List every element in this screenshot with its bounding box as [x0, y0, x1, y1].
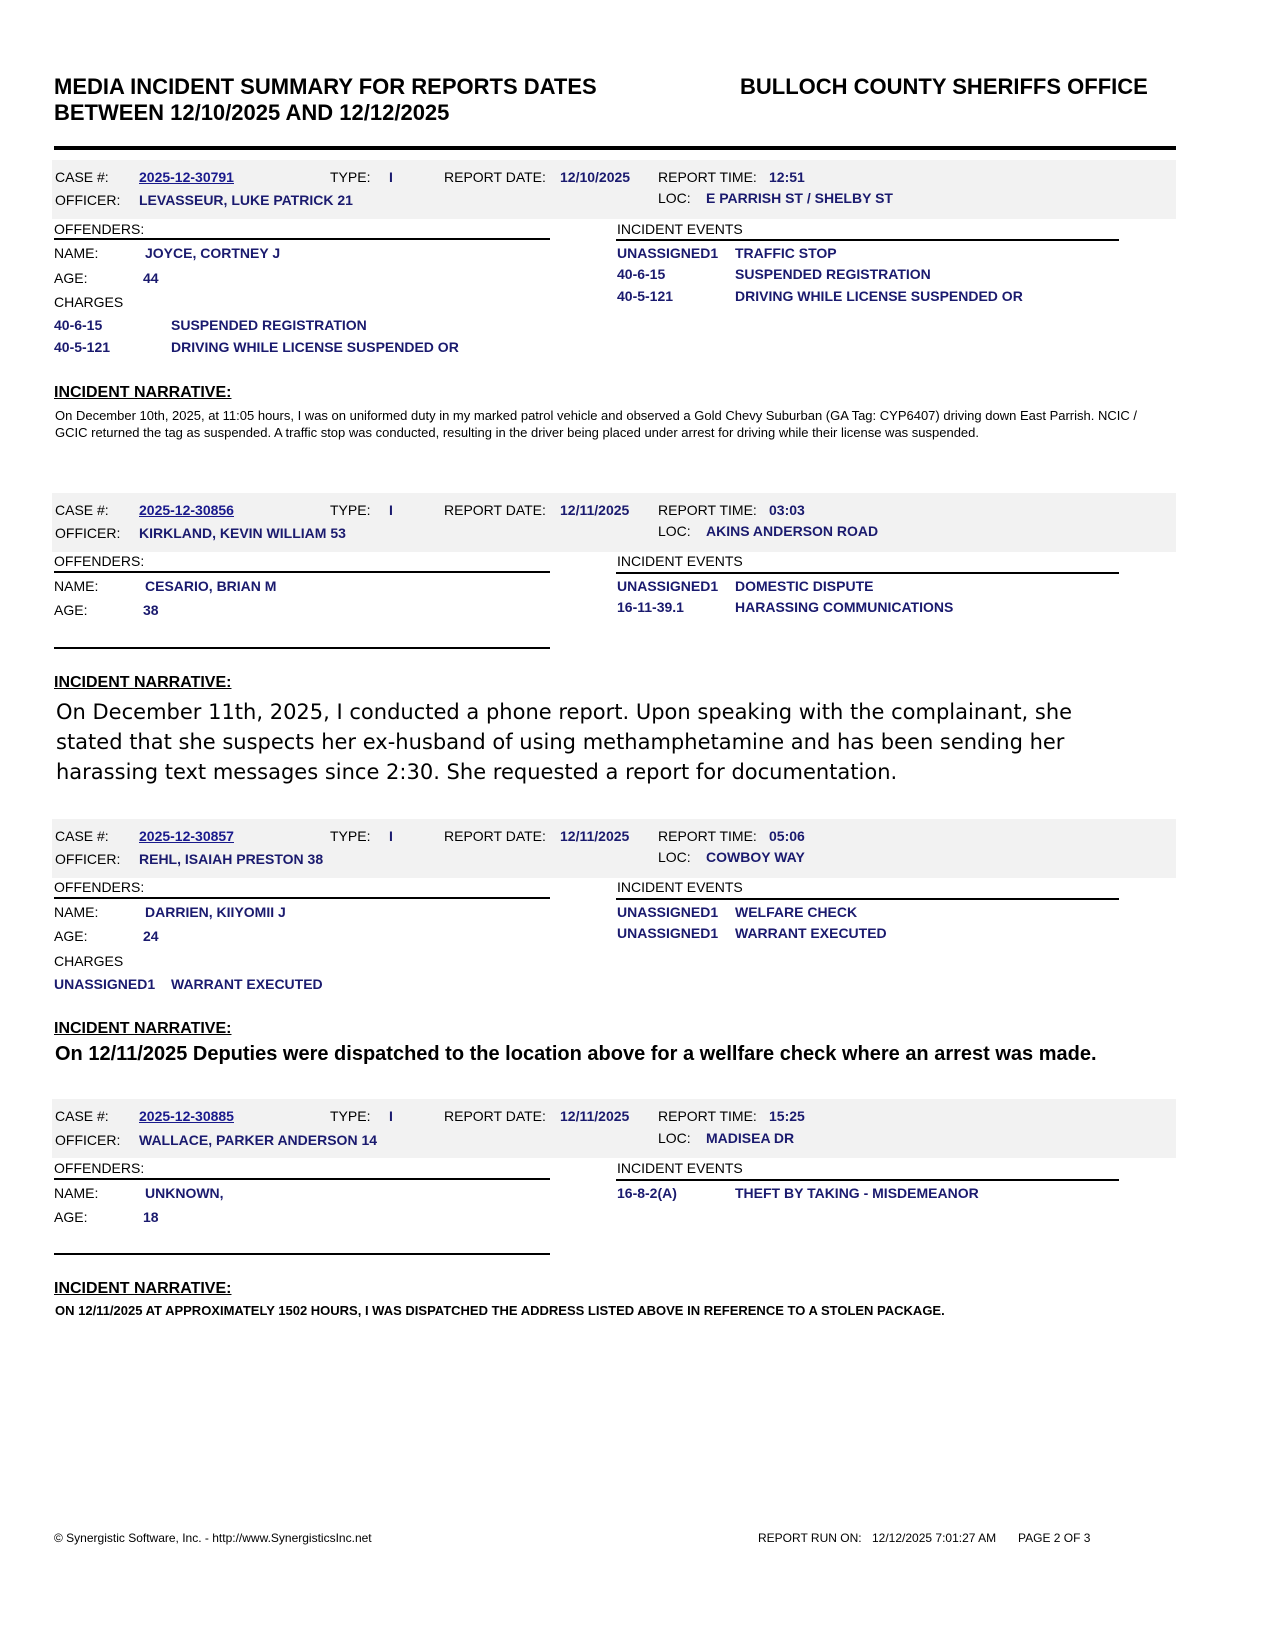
age-label: AGE:: [54, 1209, 88, 1225]
officer-value: REHL, ISAIAH PRESTON 38: [139, 851, 324, 867]
offender-age: 38: [143, 602, 159, 618]
event-desc: SUSPENDED REGISTRATION: [735, 266, 931, 282]
officer-value: WALLACE, PARKER ANDERSON 14: [139, 1132, 378, 1148]
footer-page-number: PAGE 2 OF 3: [1018, 1531, 1091, 1545]
footer-run-on-value: 12/12/2025 7:01:27 AM: [872, 1531, 997, 1545]
report-date-label: REPORT DATE:: [444, 828, 546, 844]
case-number-link[interactable]: 2025-12-30857: [139, 828, 234, 844]
charges-heading: CHARGES: [54, 294, 124, 310]
events-rule: [616, 898, 1119, 900]
narrative-heading: INCIDENT NARRATIVE:: [54, 1280, 232, 1297]
events-rule: [616, 1179, 1119, 1181]
event-code: UNASSIGNED1: [617, 925, 719, 941]
name-label: NAME:: [54, 578, 99, 594]
case-number-link[interactable]: 2025-12-30791: [139, 169, 234, 185]
offenders-end-rule: [54, 647, 550, 649]
event-desc: WARRANT EXECUTED: [735, 925, 887, 941]
narrative-heading: INCIDENT NARRATIVE:: [54, 674, 232, 691]
narrative-heading: INCIDENT NARRATIVE:: [54, 384, 232, 401]
offenders-heading: OFFENDERS:: [54, 879, 145, 895]
report-date-label: REPORT DATE:: [444, 502, 546, 518]
loc-label: LOC:: [658, 190, 691, 206]
offender-name: DARRIEN, KIIYOMII J: [145, 904, 286, 920]
report-title-line2: BETWEEN 12/10/2025 AND 12/12/2025: [54, 100, 450, 125]
age-label: AGE:: [54, 928, 88, 944]
incident-events-heading: INCIDENT EVENTS: [617, 1160, 743, 1176]
offenders-heading: OFFENDERS:: [54, 553, 145, 569]
type-value: I: [389, 1108, 393, 1124]
officer-label: OFFICER:: [55, 525, 121, 541]
offender-age: 24: [143, 928, 159, 944]
case-number-link[interactable]: 2025-12-30856: [139, 502, 234, 518]
offender-name: JOYCE, CORTNEY J: [145, 245, 281, 261]
incident-events-heading: INCIDENT EVENTS: [617, 221, 743, 237]
narrative-text: On December 10th, 2025, at 11:05 hours, I was on uniformed duty in my marked patrol vehicle and observed a Gold Chevy Suburban (GA Tag: CYP6407) driving down East Parrish. NCIC / GCIC returned the tag as suspended. A traffic stop was conducted, resulting in the driver being placed under arrest for driving while their license was suspended.: [55, 408, 1137, 440]
charge-code: UNASSIGNED1: [54, 976, 156, 992]
event-code: 40-5-121: [617, 288, 674, 304]
charge-desc: DRIVING WHILE LICENSE SUSPENDED OR: [171, 339, 459, 355]
charge-code: 40-5-121: [54, 339, 111, 355]
officer-label: OFFICER:: [55, 1132, 121, 1148]
case-label: CASE #:: [55, 1108, 109, 1124]
case-label: CASE #:: [55, 828, 109, 844]
loc-label: LOC:: [658, 523, 691, 539]
report-time-value: 05:06: [769, 828, 805, 844]
report-date-label: REPORT DATE:: [444, 1108, 546, 1124]
report-time-label: REPORT TIME:: [658, 169, 757, 185]
report-date-value: 12/10/2025: [560, 169, 631, 185]
offenders-rule: [54, 571, 550, 573]
footer-copyright: © Synergistic Software, Inc. - http://www.SynergisticsInc.net: [54, 1531, 372, 1545]
report-date-value: 12/11/2025: [560, 502, 630, 518]
event-desc: THEFT BY TAKING - MISDEMEANOR: [735, 1185, 979, 1201]
name-label: NAME:: [54, 1185, 99, 1201]
header-rule: [54, 146, 1176, 150]
loc-value: E PARRISH ST / SHELBY ST: [706, 190, 893, 206]
offender-name: UNKNOWN,: [145, 1185, 224, 1201]
type-label: TYPE:: [330, 828, 371, 844]
loc-value: COWBOY WAY: [706, 849, 805, 865]
loc-label: LOC:: [658, 1130, 691, 1146]
loc-label: LOC:: [658, 849, 691, 865]
events-rule: [616, 572, 1119, 574]
report-date-value: 12/11/2025: [560, 1108, 630, 1124]
event-desc: TRAFFIC STOP: [735, 245, 837, 261]
loc-value: AKINS ANDERSON ROAD: [706, 523, 879, 539]
report-time-value: 15:25: [769, 1108, 805, 1124]
age-label: AGE:: [54, 270, 88, 286]
report-date-value: 12/11/2025: [560, 828, 630, 844]
event-desc: DOMESTIC DISPUTE: [735, 578, 874, 594]
report-date-label: REPORT DATE:: [444, 169, 546, 185]
offenders-rule: [54, 1178, 550, 1180]
name-label: NAME:: [54, 245, 99, 261]
case-number-link[interactable]: 2025-12-30885: [139, 1108, 234, 1124]
offender-age: 44: [143, 270, 159, 286]
report-time-label: REPORT TIME:: [658, 828, 757, 844]
officer-value: KIRKLAND, KEVIN WILLIAM 53: [139, 525, 346, 541]
events-rule: [616, 239, 1119, 241]
type-value: I: [389, 828, 393, 844]
offenders-rule: [54, 897, 550, 899]
report-time-label: REPORT TIME:: [658, 1108, 757, 1124]
case-label: CASE #:: [55, 169, 109, 185]
event-code: UNASSIGNED1: [617, 245, 719, 261]
event-code: 40-6-15: [617, 266, 666, 282]
age-label: AGE:: [54, 602, 88, 618]
type-value: I: [389, 169, 393, 185]
narrative-heading: INCIDENT NARRATIVE:: [54, 1020, 232, 1037]
report-time-value: 03:03: [769, 502, 805, 518]
report-title-line1: MEDIA INCIDENT SUMMARY FOR REPORTS DATES: [54, 74, 597, 99]
event-code: UNASSIGNED1: [617, 904, 719, 920]
offenders-heading: OFFENDERS:: [54, 1160, 145, 1176]
offenders-rule: [54, 238, 550, 240]
event-desc: WELFARE CHECK: [735, 904, 858, 920]
footer-run-on-label: REPORT RUN ON:: [758, 1531, 862, 1545]
report-time-label: REPORT TIME:: [658, 502, 757, 518]
type-label: TYPE:: [330, 169, 371, 185]
charge-desc: SUSPENDED REGISTRATION: [171, 317, 367, 333]
type-label: TYPE:: [330, 1108, 371, 1124]
charges-heading: CHARGES: [54, 953, 124, 969]
offender-name: CESARIO, BRIAN M: [145, 578, 277, 594]
offenders-heading: OFFENDERS:: [54, 221, 145, 237]
event-desc: HARASSING COMMUNICATIONS: [735, 599, 954, 615]
name-label: NAME:: [54, 904, 99, 920]
report-time-value: 12:51: [769, 169, 805, 185]
type-value: I: [389, 502, 393, 518]
officer-value: LEVASSEUR, LUKE PATRICK 21: [139, 192, 353, 208]
event-code: UNASSIGNED1: [617, 578, 719, 594]
charge-code: 40-6-15: [54, 317, 103, 333]
event-desc: DRIVING WHILE LICENSE SUSPENDED OR: [735, 288, 1023, 304]
case-label: CASE #:: [55, 502, 109, 518]
offender-age: 18: [143, 1209, 159, 1225]
event-code: 16-11-39.1: [617, 599, 684, 615]
agency-name: BULLOCH COUNTY SHERIFFS OFFICE: [740, 74, 1148, 99]
narrative-text: ON 12/11/2025 AT APPROXIMATELY 1502 HOURS, I WAS DISPATCHED THE ADDRESS LISTED ABOVE IN REFERENCE TO A STOLEN PACKAGE.: [55, 1303, 945, 1318]
incident-events-heading: INCIDENT EVENTS: [617, 553, 743, 569]
loc-value: MADISEA DR: [706, 1130, 795, 1146]
narrative-text: On December 11th, 2025, I conducted a phone report. Upon speaking with the complainant, she stated that she suspects her ex-husband of using methamphetamine and has been sending her harassing text messages since 2:30. She requested a report for documentation.: [56, 700, 1073, 784]
officer-label: OFFICER:: [55, 192, 121, 208]
incident-events-heading: INCIDENT EVENTS: [617, 879, 743, 895]
narrative-text: On 12/11/2025 Deputies were dispatched to the location above for a wellfare check where an arrest was made.: [55, 1043, 1097, 1065]
type-label: TYPE:: [330, 502, 371, 518]
charge-desc: WARRANT EXECUTED: [171, 976, 323, 992]
offenders-end-rule: [54, 1253, 550, 1255]
event-code: 16-8-2(A): [617, 1185, 677, 1201]
officer-label: OFFICER:: [55, 851, 121, 867]
